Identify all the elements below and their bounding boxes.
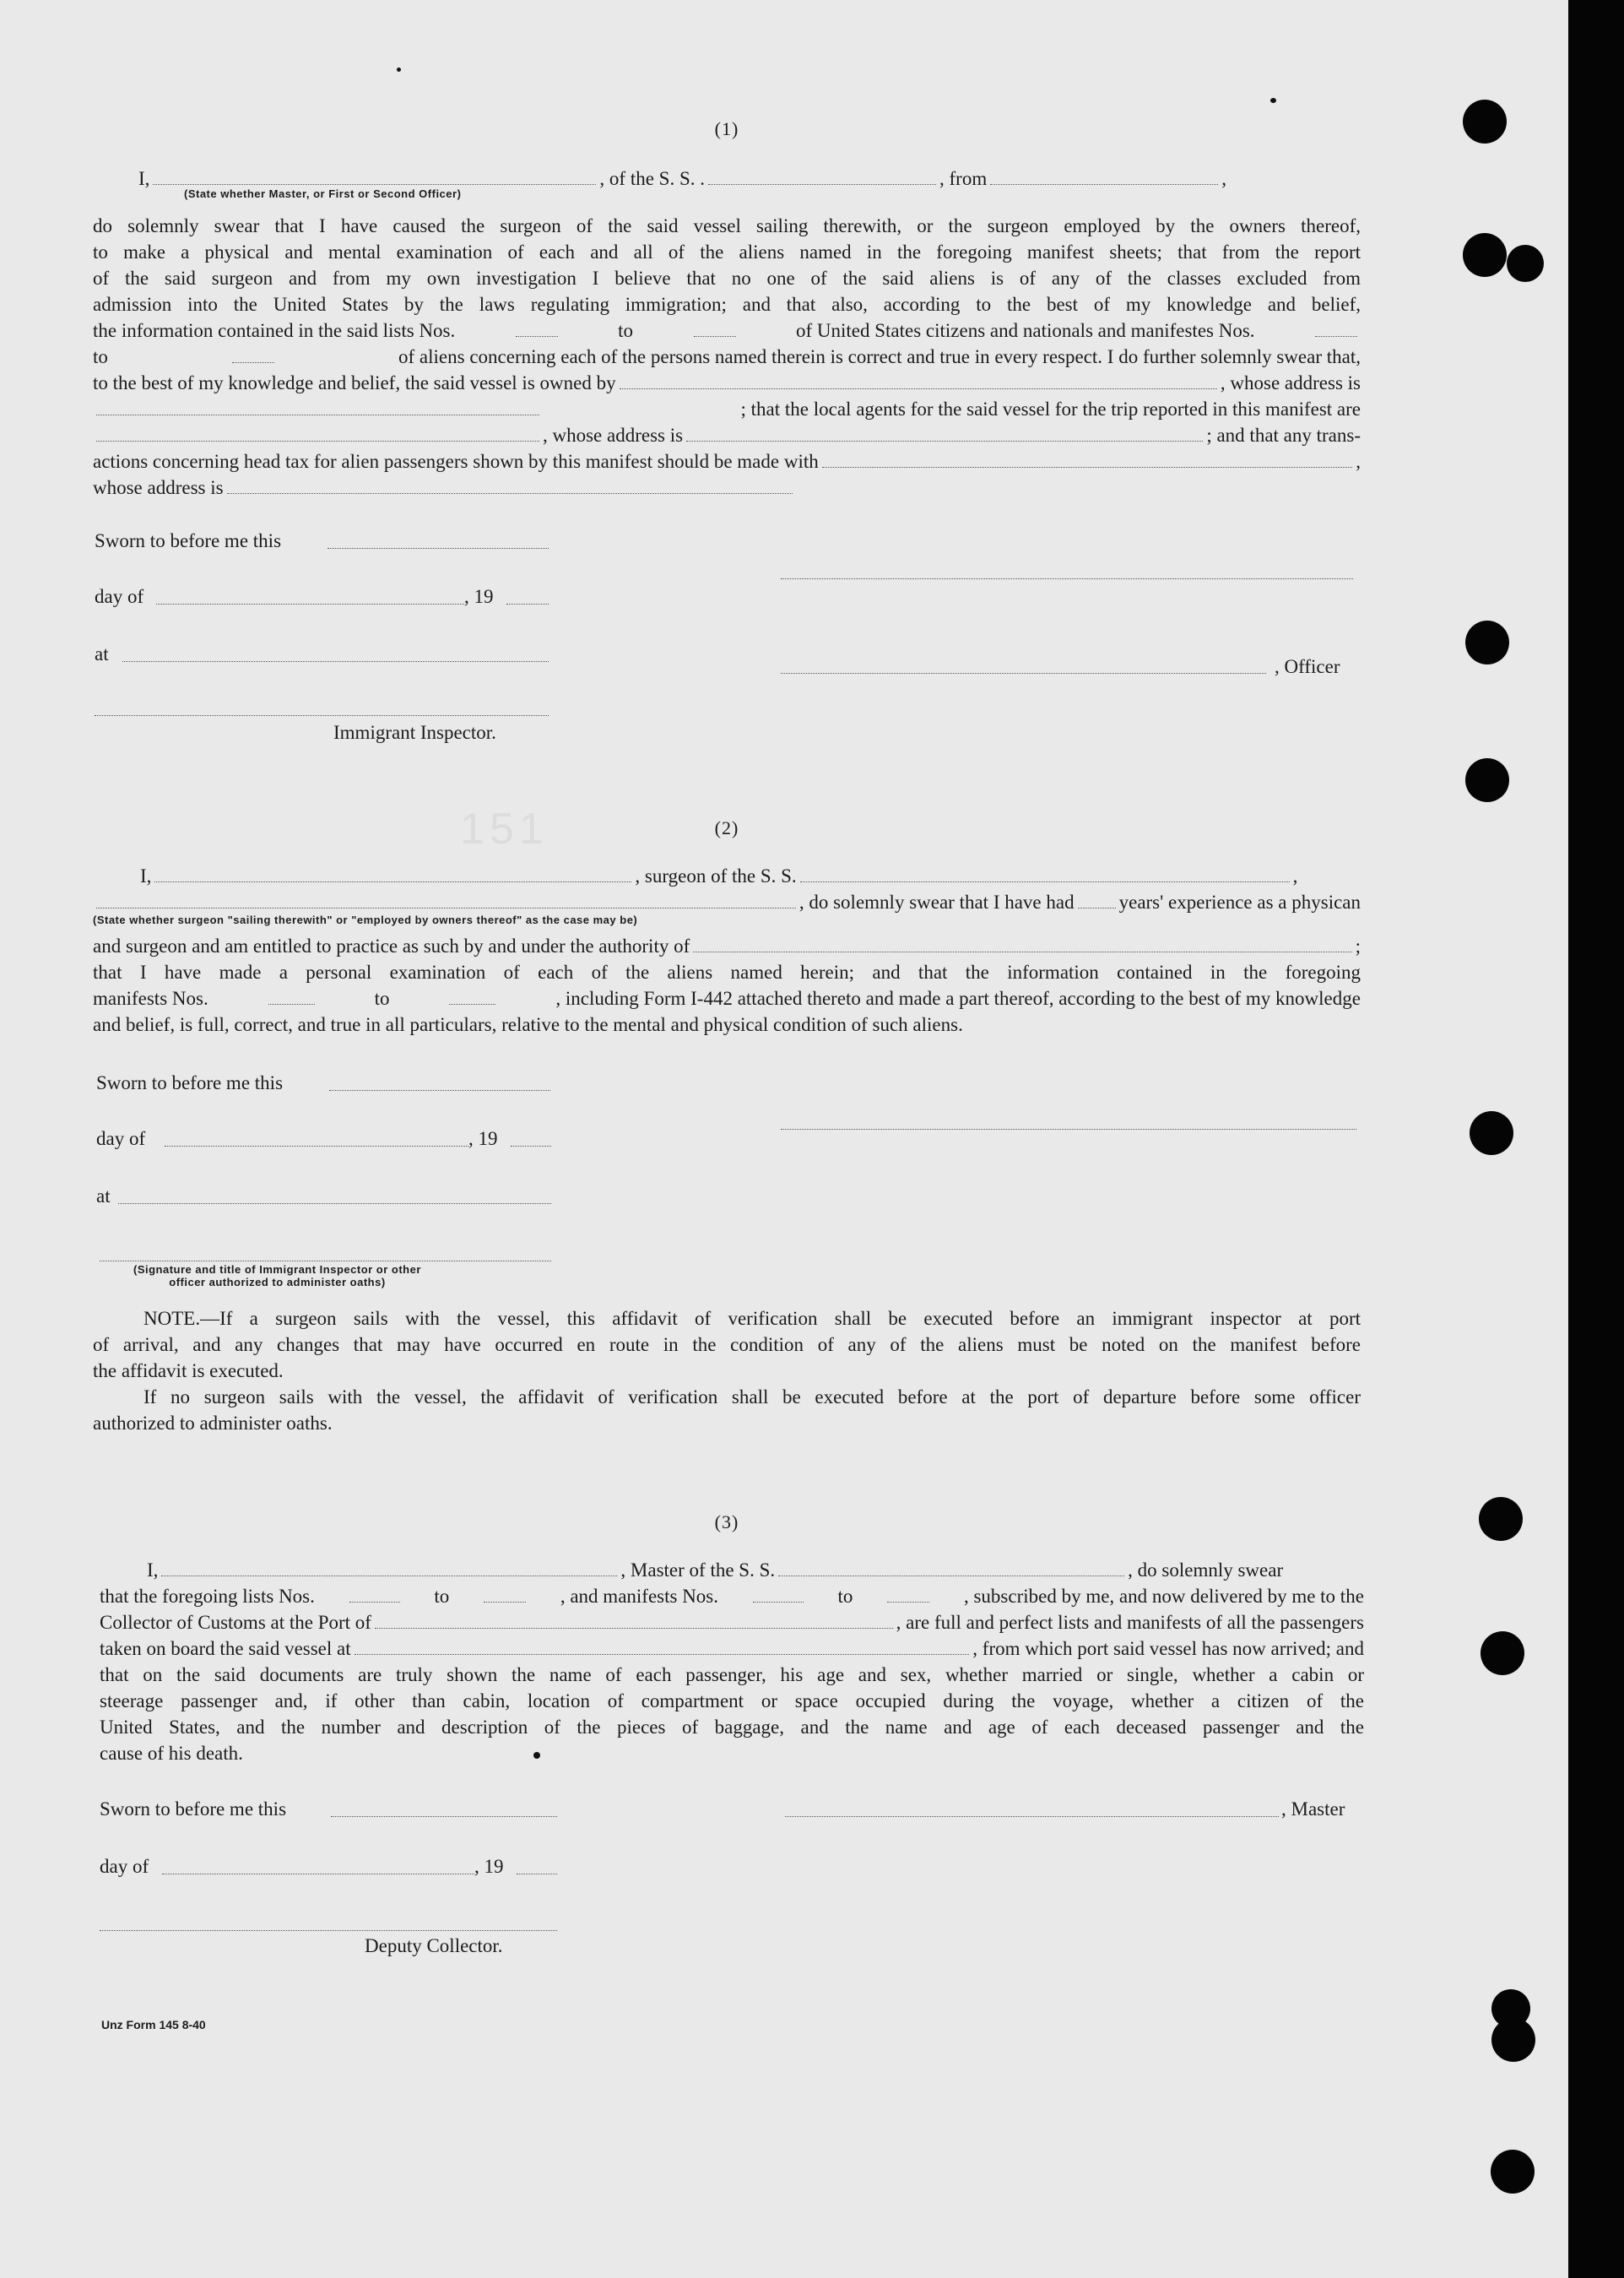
punch-hole <box>1463 100 1507 144</box>
head-tax-line <box>93 448 1361 475</box>
speck <box>397 68 401 72</box>
sworn-label: Sworn to before me this <box>100 1798 287 1820</box>
note-line: authorized to administer oaths. <box>93 1413 333 1434</box>
years-field[interactable] <box>1078 892 1116 908</box>
lists-nos-label: the information contained in the said lists Nos. <box>93 320 456 341</box>
para-line: admission into the United States by the laws regulating immigration; and that also, according to the best of my knowledge and belief, <box>93 294 1361 315</box>
year-label: , 19 <box>464 586 494 607</box>
form-i442-text: , including Form I-442 attached thereto and made a part thereof, according to the best of my knowledge <box>555 988 1361 1009</box>
month-field[interactable] <box>156 603 464 605</box>
speck <box>1270 98 1276 103</box>
comma: , <box>1292 865 1298 887</box>
section-2-oath <box>93 863 1361 1038</box>
to-label: to <box>434 1586 450 1607</box>
trans-label: ; and that any trans- <box>1206 425 1361 446</box>
section-3-oath <box>100 1557 1364 1766</box>
day-of-label: day of <box>96 1128 146 1149</box>
citizens-label: of United States citizens and nationals and manifestes Nos. <box>795 320 1255 341</box>
lists-text: , are full and perfect lists and manifests of all the passengers <box>896 1612 1364 1633</box>
head-tax-field[interactable] <box>822 452 1353 468</box>
note-line: the affidavit is executed. <box>93 1360 284 1381</box>
master-name-field[interactable] <box>161 1560 617 1576</box>
caption-line: (Signature and title of Immigrant Inspector or other <box>133 1263 421 1276</box>
month-field[interactable] <box>162 1873 474 1874</box>
punch-hole <box>1470 1111 1513 1155</box>
master-vessel-field[interactable] <box>778 1560 1124 1576</box>
agents-line <box>93 396 1361 422</box>
surgeon-vessel-field[interactable] <box>800 866 1290 882</box>
faint-stamp: 151 <box>460 805 549 854</box>
lists-to-field[interactable] <box>484 1586 526 1603</box>
manifests-line <box>93 985 1361 1012</box>
master-of-ss-label: , Master of the S. S. <box>620 1559 776 1581</box>
para-line: of the said surgeon and from my own investigation I believe that no one of the said aliens is of any of the classes excluded from <box>93 268 1361 289</box>
manifest-to-field[interactable] <box>449 989 495 1005</box>
owner-field[interactable] <box>620 373 1217 389</box>
punch-hole <box>1507 245 1544 282</box>
aliens-text: of aliens concerning each of the persons named therein is correct and true in every respect. I do further solemnly swear that, <box>398 346 1361 367</box>
section-1-paragraph <box>93 213 1361 501</box>
owned-by-line <box>93 370 1361 396</box>
punch-hole <box>1463 233 1507 277</box>
manifest-from-field[interactable] <box>268 989 315 1005</box>
port-field[interactable] <box>375 1613 893 1629</box>
note-line: If no surgeon sails with the vessel, the affidavit of verification shall be executed before at the port of departure before some officer <box>143 1386 1361 1407</box>
semicolon: ; <box>1355 936 1361 957</box>
para-line: United States, and the number and description of the pieces of baggage, and the name and age of each deceased passenger and the <box>100 1717 1364 1738</box>
head-tax-address-field[interactable] <box>227 478 793 494</box>
taken-on-board-line <box>100 1635 1364 1662</box>
inspector-caption <box>133 1263 421 1288</box>
head-tax-label: actions concerning head tax for alien passengers shown by this manifest should be made with <box>93 451 819 472</box>
master-signature-field[interactable] <box>785 1815 1279 1817</box>
at-label: at <box>95 643 109 664</box>
para-line: that on the said documents are truly shown the name of each passenger, his age and sex, whether married or single, whether a cabin or <box>100 1664 1364 1685</box>
manifests-to-field[interactable] <box>887 1586 929 1603</box>
section-1-oath-line <box>93 165 1361 200</box>
collector-label: Collector of Customs at the Port of <box>100 1612 371 1633</box>
surgeon-type-caption: (State whether surgeon "sailing therewith" or "employed by owners thereof" as the case may be) <box>93 914 638 926</box>
sworn-label: Sworn to before me this <box>96 1072 284 1093</box>
section-2-number: (2) <box>714 817 739 838</box>
oath-i: I, <box>138 168 150 189</box>
day-of-label: day of <box>95 586 144 607</box>
punch-hole <box>1491 2150 1535 2194</box>
inspector-signature-field[interactable] <box>100 1260 551 1261</box>
year-label: , 19 <box>468 1128 498 1149</box>
section-1 <box>93 118 1361 140</box>
master-line <box>100 1557 1364 1583</box>
to-label: to <box>93 346 108 367</box>
surgeon-name-field[interactable] <box>154 866 631 882</box>
master-label: , Master <box>1281 1798 1345 1820</box>
agents-address-label: , whose address is <box>543 425 684 446</box>
authority-line <box>93 933 1361 959</box>
officer-signature-field-2[interactable] <box>781 672 1266 674</box>
lists-nos-label: that the foregoing lists Nos. <box>100 1586 315 1607</box>
note-line: of arrival, and any changes that may have occurred en route in the condition of any of the aliens must be noted on the manifest before <box>93 1334 1361 1355</box>
year-label: , 19 <box>474 1856 504 1877</box>
lists-line <box>100 1583 1364 1609</box>
comma: , <box>1356 451 1361 472</box>
manifests-nos-label: manifests Nos. <box>93 988 208 1009</box>
inspector-label: Immigrant Inspector. <box>333 722 496 743</box>
surgeon-type-field[interactable] <box>96 892 796 908</box>
manifests-from-field[interactable] <box>1315 321 1357 337</box>
whose-address-line <box>93 475 1361 501</box>
deputy-label: Deputy Collector. <box>365 1935 503 1956</box>
officer-label: , Officer <box>1275 656 1340 677</box>
subscribed-text: , subscribed by me, and now delivered by me to the <box>963 1586 1364 1607</box>
oath-i: I, <box>147 1559 159 1581</box>
punch-hole <box>1465 621 1509 664</box>
to-label: to <box>374 988 390 1009</box>
agents-address-field[interactable] <box>686 426 1203 442</box>
authority-field[interactable] <box>693 936 1351 952</box>
agents-field[interactable] <box>96 426 539 442</box>
caption-line: officer authorized to administer oaths) <box>169 1276 386 1288</box>
note-line: NOTE.—If a surgeon sails with the vessel, this affidavit of verification shall be executed before an immigrant inspector at port <box>143 1308 1361 1329</box>
section-3-number: (3) <box>714 1511 739 1532</box>
para-line: cause of his death. <box>100 1743 243 1764</box>
punch-hole <box>1491 2018 1535 2062</box>
officer-signature-field-1[interactable] <box>781 578 1353 579</box>
departure-port-field[interactable] <box>355 1639 970 1655</box>
agents-label: ; that the local agents for the said vessel for the trip reported in this manifest are <box>740 399 1361 420</box>
lists-from-field[interactable] <box>349 1586 400 1603</box>
year-field[interactable] <box>511 1145 551 1147</box>
authority-label: and surgeon and am entitled to practice as such by and under the authority of <box>93 936 690 957</box>
officer-rank-field[interactable] <box>153 169 596 185</box>
speck <box>533 1752 540 1759</box>
whose-address-label: whose address is <box>93 477 224 498</box>
to-label: to <box>837 1586 853 1607</box>
lists-nos-line <box>93 317 1361 344</box>
section-2 <box>93 817 1361 839</box>
of-the-ss-label: , of the S. S. . <box>599 168 706 189</box>
swear-label: , do solemnly swear that I have had <box>798 892 1075 913</box>
page-edge <box>1568 0 1624 2278</box>
manifests-to-field[interactable] <box>232 347 274 363</box>
lists-from-field[interactable] <box>516 321 558 337</box>
taken-on-board-label: taken on board the said vessel at <box>100 1638 351 1659</box>
at-label: at <box>96 1185 111 1207</box>
to-label: to <box>618 320 634 341</box>
sworn-date-field[interactable] <box>329 1089 550 1091</box>
year-field[interactable] <box>506 603 549 605</box>
aliens-line <box>93 344 1361 370</box>
oath-i: I, <box>140 865 152 887</box>
vessel-name-field[interactable] <box>708 169 936 185</box>
officer-rank-caption: (State whether Master, or First or Second Officer) <box>184 187 462 200</box>
comma: , <box>1221 168 1226 189</box>
punch-hole <box>1479 1497 1523 1541</box>
para-line: and belief, is full, correct, and true in all particulars, relative to the mental and physical condition of such aliens. <box>93 1014 963 1035</box>
owner-address-field[interactable] <box>96 399 539 415</box>
para-line: steerage passenger and, if other than cabin, location of compartment or space occupied during the voyage, whether a citizen of the <box>100 1690 1364 1711</box>
section-3 <box>93 1511 1361 1533</box>
inspector-signature-field[interactable] <box>95 714 549 716</box>
collector-line <box>100 1609 1364 1635</box>
form-code: Unz Form 145 8-40 <box>101 2018 206 2031</box>
sworn-date-field[interactable] <box>328 547 549 549</box>
lists-to-field[interactable] <box>694 321 736 337</box>
owner-address-label: , whose address is <box>1220 372 1361 393</box>
from-label: , from <box>939 168 988 189</box>
from-port-field[interactable] <box>990 169 1218 185</box>
solemnly-swear-label: , do solemnly swear <box>1128 1559 1284 1581</box>
day-of-label: day of <box>100 1856 149 1877</box>
owned-by-label: to the best of my knowledge and belief, the said vessel is owned by <box>93 372 616 393</box>
punch-hole <box>1465 758 1509 802</box>
sworn-date-field[interactable] <box>331 1815 557 1817</box>
arrived-text: , from which port said vessel has now arrived; and <box>972 1638 1364 1659</box>
surgeon-line <box>93 863 1361 889</box>
para-line: that I have made a personal examination of each of the aliens named herein; and that the information contained in the foregoing <box>93 962 1361 983</box>
manifests-from-field[interactable] <box>753 1586 804 1603</box>
experience-label: years' experience as a physican <box>1118 892 1361 913</box>
surgeon-signature-field[interactable] <box>781 1128 1356 1130</box>
month-field[interactable] <box>165 1145 468 1147</box>
punch-hole <box>1481 1631 1524 1675</box>
experience-line <box>93 889 1361 915</box>
para-line: to make a physical and mental examination of each and all of the aliens named in the foregoing manifest sheets; that from the report <box>93 241 1361 263</box>
surgeon-of-ss-label: , surgeon of the S. S. <box>635 865 797 887</box>
place-field[interactable] <box>122 660 549 662</box>
year-field[interactable] <box>517 1873 557 1874</box>
note-block <box>93 1305 1361 1436</box>
manifests-nos-label: , and manifests Nos. <box>560 1586 719 1607</box>
section-1-number: (1) <box>714 118 739 139</box>
deputy-signature-field[interactable] <box>100 1929 557 1931</box>
sworn-label: Sworn to before me this <box>95 530 282 551</box>
place-field[interactable] <box>118 1202 551 1204</box>
para-line: do solemnly swear that I have caused the surgeon of the said vessel sailing therewith, or the surgeon employed by the owners thereof, <box>93 215 1361 236</box>
agents-address-line <box>93 422 1361 448</box>
